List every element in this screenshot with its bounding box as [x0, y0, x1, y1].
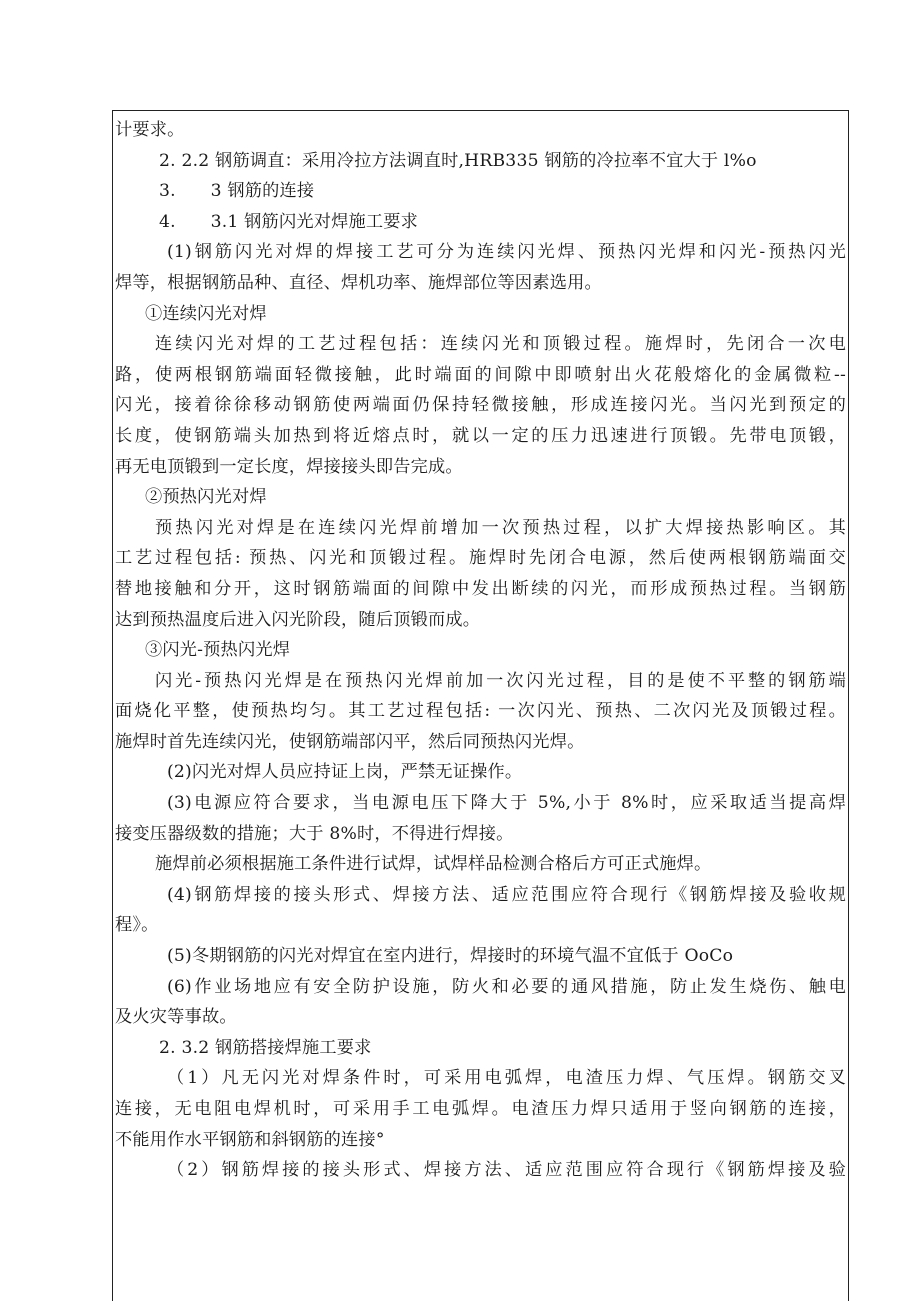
- document-frame: [112, 110, 849, 1301]
- text-line: ①连续闪光对焊: [145, 303, 267, 324]
- text-line: (4)钢筋焊接的接头形式、焊接方法、适应范围应符合现行《钢筋焊接及验收规: [167, 884, 846, 905]
- text-line: 3. 3 钢筋的连接: [159, 181, 315, 202]
- text-line: (5)冬期钢筋的闪光对焊宜在室内进行，焊接时的环境气温不宜低于 OoCo: [167, 946, 734, 967]
- text-line: 闪光-预热闪光焊是在预热闪光焊前加一次闪光过程，目的是使不平整的钢筋端: [155, 670, 846, 691]
- text-line: 2. 3.2 钢筋搭接焊施工要求: [159, 1037, 372, 1058]
- text-line: （1）凡无闪光对焊条件时，可采用电弧焊，电渣压力焊、气压焊。钢筋交叉: [167, 1068, 846, 1089]
- text-line: （2）钢筋焊接的接头形式、焊接方法、适应范围应符合现行《钢筋焊接及验: [167, 1160, 846, 1181]
- text-line: 长度，使钢筋端头加热到将近熔点时，就以一定的压力迅速进行顶锻。先带电顶锻，: [115, 425, 846, 446]
- text-line: 2. 2.2 钢筋调直：采用冷拉方法调直时,HRB335 钢筋的冷拉率不宜大于 l%o: [159, 150, 757, 171]
- text-line: 接变压器级数的措施；大于 8%时，不得进行焊接。: [115, 823, 514, 844]
- text-line: 不能用作水平钢筋和斜钢筋的连接°: [115, 1129, 385, 1150]
- text-line: (2)闪光对焊人员应持证上岗，严禁无证操作。: [167, 762, 523, 783]
- text-line: 预热闪光对焊是在连续闪光焊前增加一次预热过程，以扩大焊接热影响区。其: [155, 517, 846, 538]
- text-line: (3)电源应符合要求，当电源电压下降大于 5%,小于 8%时，应采取适当提高焊: [167, 793, 846, 814]
- text-line: 再无电顶锻到一定长度，焊接接头即告完成。: [115, 456, 463, 477]
- text-line: 施焊时首先连续闪光，使钢筋端部闪平，然后同预热闪光焊。: [115, 731, 585, 752]
- text-line: 连续闪光对焊的工艺过程包括：连续闪光和顶锻过程。施焊时，先闭合一次电: [155, 334, 846, 355]
- text-line: 4. 3.1 钢筋闪光对焊施工要求: [159, 211, 419, 232]
- text-line: 工艺过程包括: 预热、闪光和顶锻过程。施焊时先闭合电源，然后使两根钢筋端面交: [115, 548, 846, 569]
- text-line: (6)作业场地应有安全防护设施，防火和必要的通风措施，防止发生烧伤、触电: [167, 976, 846, 997]
- text-line: 及火灾等事故。: [115, 1007, 237, 1028]
- text-line: 路，使两根钢筋端面轻微接触，此时端面的间隙中即喷射出火花般熔化的金属微粒--: [115, 364, 846, 385]
- text-line: 计要求。: [115, 120, 185, 140]
- text-line: 施焊前必须根据施工条件进行试焊，试焊样品检测合格后方可正式施焊。: [155, 854, 712, 875]
- text-line: 焊等，根据钢筋品种、直径、焊机功率、施焊部位等因素选用。: [115, 272, 602, 293]
- text-line: 达到预热温度后进入闪光阶段，随后顶锻而成。: [115, 609, 481, 630]
- text-line: 闪光，接着徐徐移动钢筋使两端面仍保持轻微接触，形成连接闪光。当闪光到预定的: [115, 395, 846, 416]
- text-line: 程》。: [115, 915, 159, 936]
- text-line: 替地接触和分开，这时钢筋端面的间隙中发出断续的闪光，而形成预热过程。当钢筋: [115, 578, 846, 599]
- document-body: [115, 115, 846, 1186]
- text-line: (1)钢筋闪光对焊的焊接工艺可分为连续闪光焊、预热闪光焊和闪光-预热闪光: [167, 242, 846, 263]
- text-line: 面烧化平整，使预热均匀。其工艺过程包括: 一次闪光、预热、二次闪光及顶锻过程。: [115, 701, 846, 722]
- text-line: 连接，无电阻电焊机时，可采用手工电弧焊。电渣压力焊只适用于竖向钢筋的连接，: [115, 1099, 846, 1119]
- text-line: ②预热闪光对焊: [145, 487, 267, 508]
- text-line: ③闪光-预热闪光焊: [145, 640, 291, 661]
